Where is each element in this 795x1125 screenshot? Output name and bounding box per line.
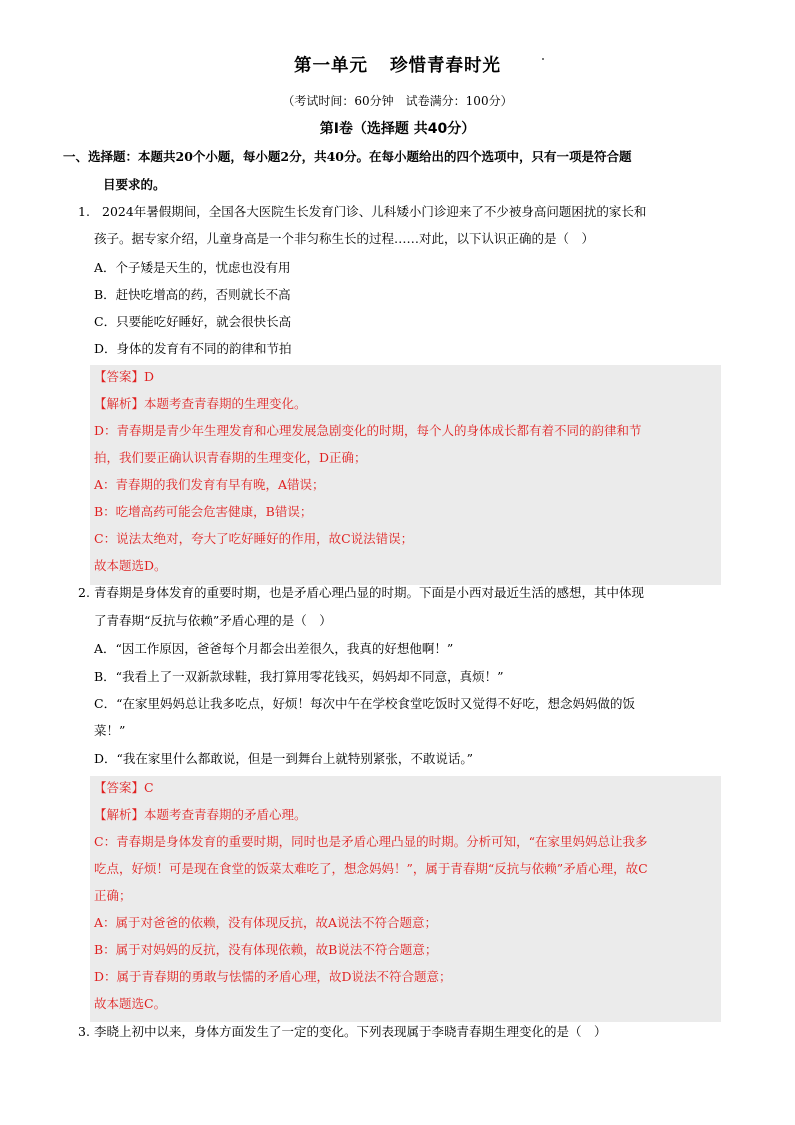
- exam-info: （考试时间：60分钟 试卷满分：100分）: [282, 94, 513, 108]
- q1-analysis: 【解析】本题考查青春期的生理变化。: [94, 396, 307, 411]
- q3-number: 3.: [78, 1024, 90, 1039]
- q1-number: 1.: [78, 204, 90, 219]
- q2-stem-line-1: 青春期是身体发育的重要时期，也是矛盾心理凸显的时期。下面是小西对最近生活的感想，其中体现: [94, 585, 645, 600]
- q1-explanation-6: 故本题选D。: [94, 558, 167, 573]
- q2-option-b: B．“我看上了一双新款球鞋，我打算用零花钱买，妈妈却不同意，真烦！”: [94, 669, 504, 684]
- q2-number: 2.: [78, 585, 90, 600]
- q1-stem-line-2: 孩子。据专家介绍，儿童身高是一个非匀称生长的过程……对此，以下认识正确的是（ ）: [94, 231, 595, 246]
- q1-option-a: A．个子矮是天生的，忧虑也没有用: [94, 260, 291, 275]
- q1-explanation-3: A：青春期的我们发育有早有晚，A错误；: [94, 477, 325, 492]
- q2-option-c-line-1: C．“在家里妈妈总让我多吃点，好烦！每次中午在学校食堂吃饭时又觉得不好吃，想念妈妈做的饭: [94, 696, 635, 711]
- q1-answer: 【答案】D: [94, 369, 155, 384]
- q1-explanation-5: C：说法太绝对，夸大了吃好睡好的作用，故C说法错误；: [94, 531, 414, 546]
- q1-explanation-2: 拍，我们要正确认识青春期的生理变化，D正确；: [94, 450, 367, 465]
- instruction-line-2: 目要求的。: [103, 177, 166, 192]
- q2-explanation-6: D：属于青春期的勇敢与怯懦的矛盾心理，故D说法不符合题意；: [94, 969, 452, 984]
- q3-stem-line-1: 李晓上初中以来，身体方面发生了一定的变化。下列表现属于李晓青春期生理变化的是（ ）: [94, 1024, 607, 1039]
- q1-explanation-1: D：青春期是青少年生理发育和心理发展急剧变化的时期，每个人的身体成长都有着不同的韵律和节: [94, 423, 642, 438]
- q1-stem-line-1: 2024年暑假期间，全国各大医院生长发育门诊、儿科矮小门诊迎来了不少被身高问题困扰的家长和: [102, 204, 647, 219]
- q2-explanation-1: C：青春期是身体发育的重要时期，同时也是矛盾心理凸显的时期。分析可知，“在家里妈妈总让我多: [94, 834, 648, 849]
- unit-title: 第一单元 珍惜青春时光: [294, 56, 501, 76]
- q2-explanation-3: 正确；: [94, 888, 132, 903]
- q2-explanation-5: B：属于对妈妈的反抗，没有体现依赖，故B说法不符合题意；: [94, 942, 438, 957]
- q1-option-b: B．赶快吃增高的药，否则就长不高: [94, 287, 291, 302]
- q2-analysis: 【解析】本题考查青春期的矛盾心理。: [94, 807, 307, 822]
- q2-answer: 【答案】C: [94, 780, 154, 795]
- q2-option-a: A．“因工作原因，爸爸每个月都会出差很久，我真的好想他啊！”: [94, 641, 454, 656]
- q2-explanation-4: A：属于对爸爸的依赖，没有体现反抗，故A说法不符合题意；: [94, 915, 438, 930]
- section-heading: 第Ⅰ卷（选择题 共40分）: [319, 121, 476, 137]
- q1-option-d: D．身体的发育有不同的韵律和节拍: [94, 341, 292, 356]
- q1-explanation-4: B：吃增高药可能会危害健康，B错误；: [94, 504, 313, 519]
- q2-option-c-line-2: 菜！”: [94, 723, 126, 738]
- stray-dot: [542, 58, 544, 60]
- q2-stem-line-2: 了青春期“反抗与依赖”矛盾心理的是（ ）: [94, 613, 332, 628]
- q2-explanation-7: 故本题选C。: [94, 996, 167, 1011]
- q2-explanation-2: 吃点，好烦！可是现在食堂的饭菜太难吃了，想念妈妈！”，属于青春期“反抗与依赖”矛盾心理，故C: [94, 861, 648, 876]
- q1-option-c: C．只要能吃好睡好，就会很快长高: [94, 314, 292, 329]
- instruction-line-1: 一、选择题：本题共20个小题，每小题2分，共40分。在每小题给出的四个选项中，只有一项是符合题: [63, 149, 632, 164]
- q2-option-d: D．“我在家里什么都敢说，但是一到舞台上就特别紧张，不敢说话。”: [94, 751, 474, 766]
